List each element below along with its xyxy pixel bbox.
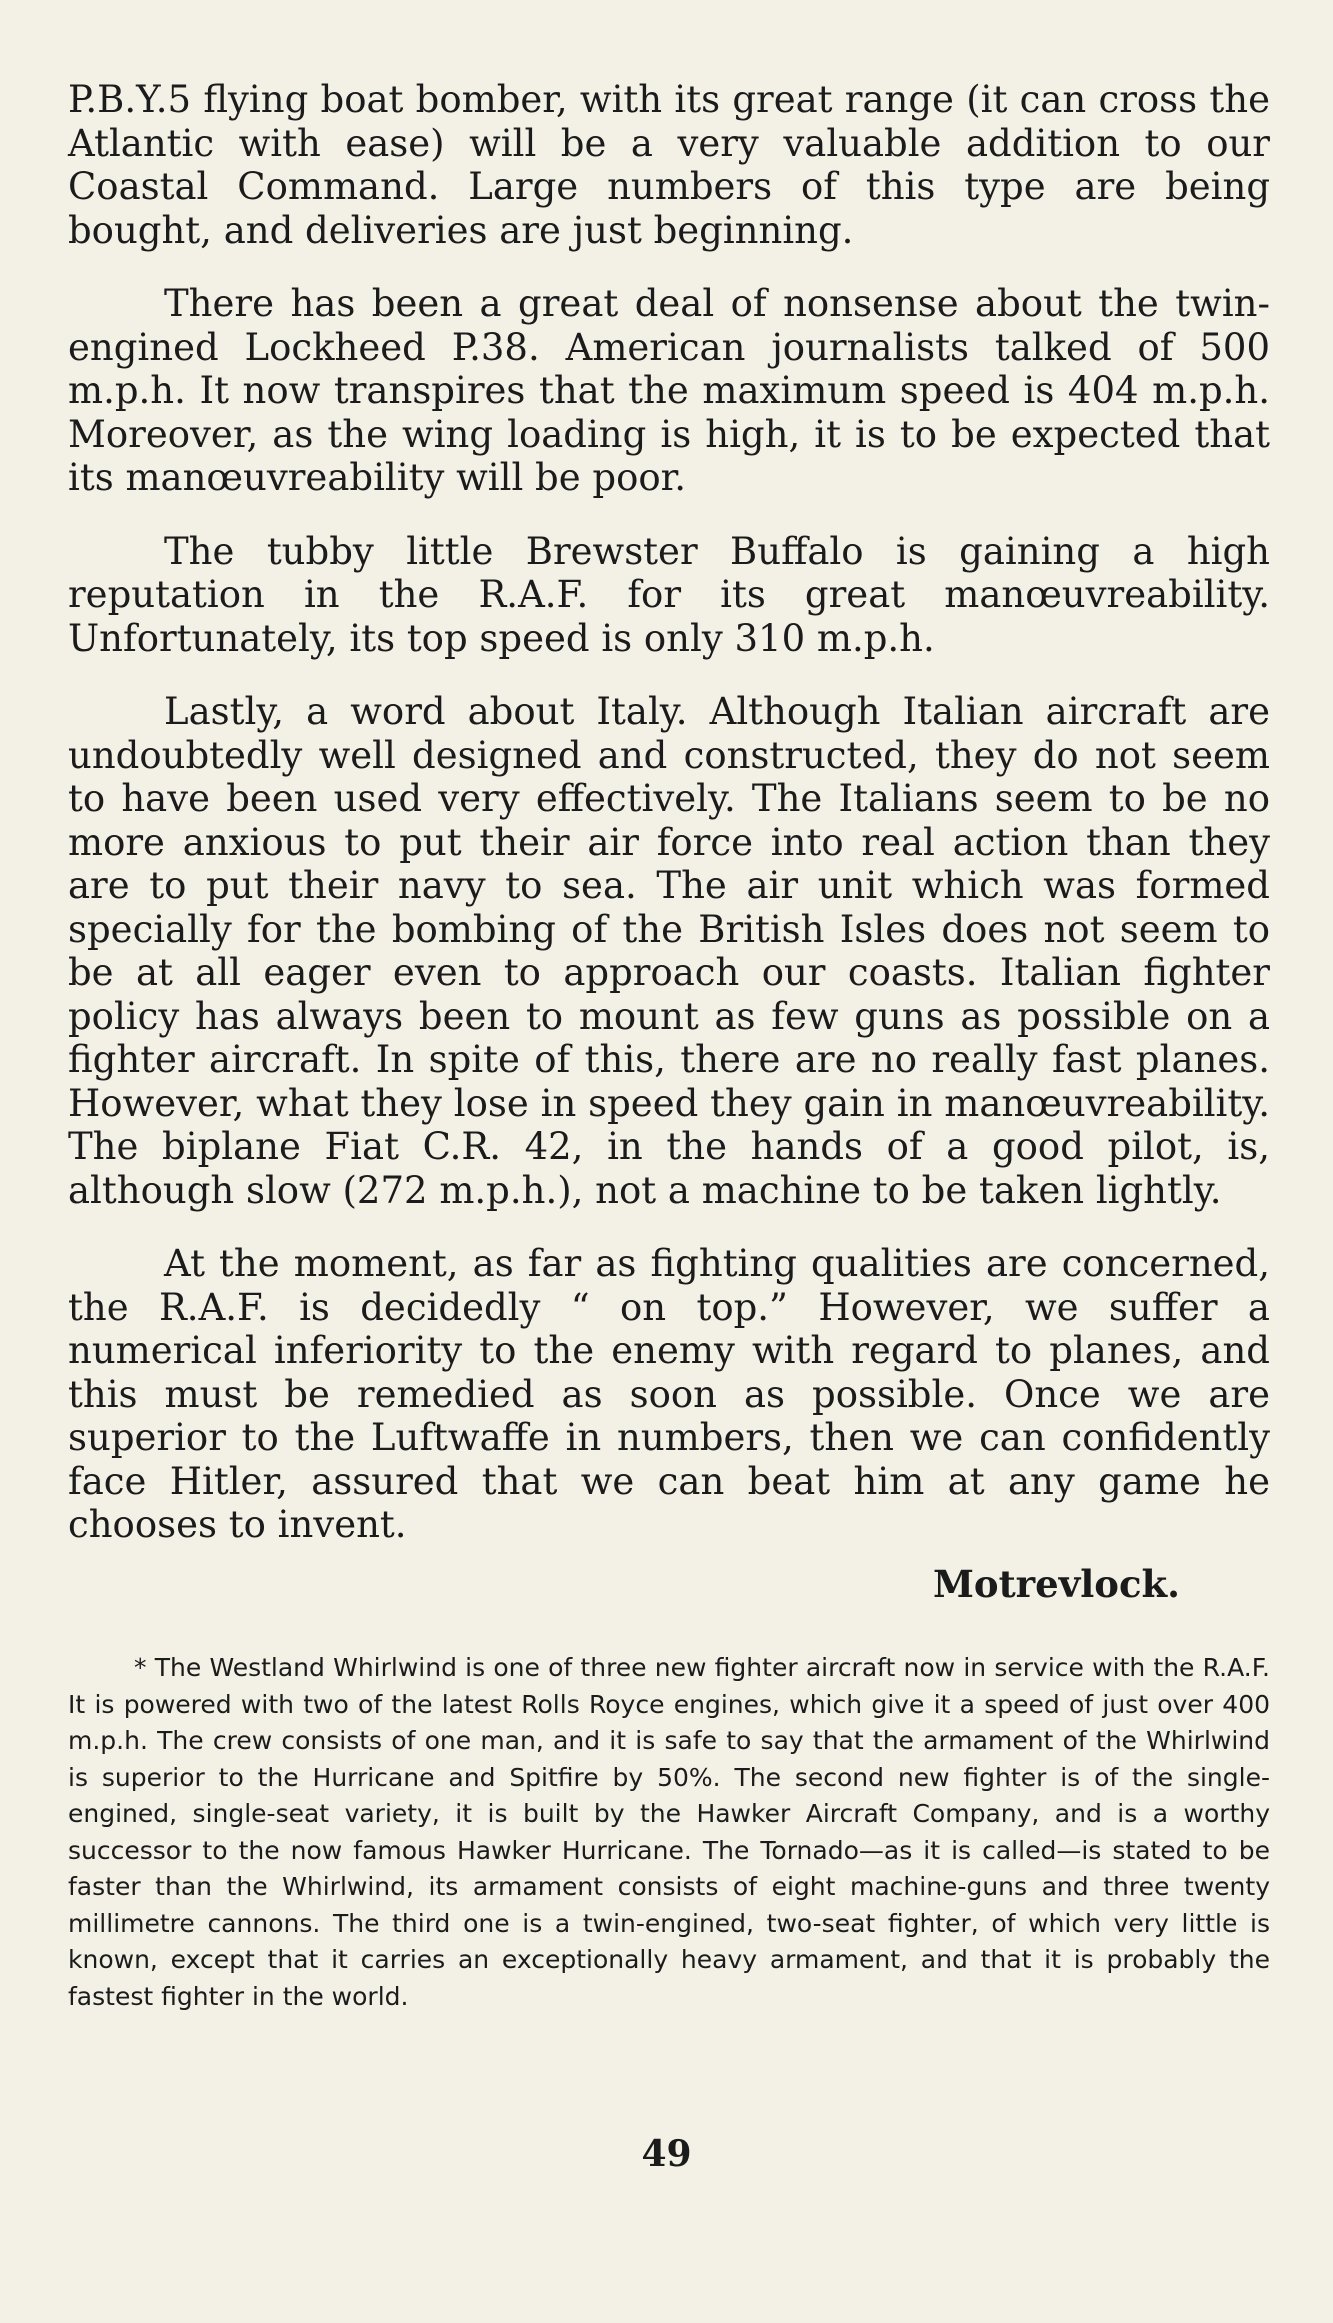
page-content [68, 78, 1270, 2015]
author-signature: Motrevlock. [932, 1561, 1180, 1606]
page-number: 49 [641, 2133, 692, 2175]
paragraph-pby5: P.B.Y.5 flying boat bomber, with its great range (it can cross the Atlantic with ease) will be a very valuable addition to our Coastal Command. Large numbers of this type are being bought, and deliveries are just beginning. [68, 78, 1270, 252]
footnote: * The Westland Whirlwind is one of three new fighter aircraft now in service with the R.A.F. It is powered with two of the latest Rolls Royce engines, which give it a speed of just over 400 m.p.h. The crew consists of one man, and it is safe to say that the armament of the Whirlwind is superior to the Hurricane and Spitfire by 50%. The second new fighter is of the single-engined, single-seat variety, it is built by the Hawker Aircraft Company, and is a worthy successor to the now famous Hawker Hurricane. The Tornado—as it is called—is stated to be faster than the Whirlwind, its armament consists of eight machine-guns and three twenty millimetre cannons. The third one is a twin-engined, two-seat fighter, of which very little is known, except that it carries an exceptionally heavy armament, and that it is probably the fastest fighter in the world. [68, 1653, 1270, 2011]
paragraph-brewster: The tubby little Brewster Buffalo is gaining a high reputation in the R.A.F. for its great manœuvreability. Unfortunately, its top speed is only 310 m.p.h. [68, 529, 1270, 660]
paragraph-lockheed: There has been a great deal of nonsense about the twin-engined Lockheed P.38. American journalists talked of 500 m.p.h. It now transpires that the maximum speed is 404 m.p.h. Moreover, as the wing loading is high, it is to be expected that its manœuvreability will be poor. [68, 282, 1270, 499]
paragraph-italy: Lastly, a word about Italy. Although Italian aircraft are undoubtedly well designed and constructed, they do not seem to have been used very effectively. The Italians seem to be no more anxious to put their air force into real action than they are to put their navy to sea. The air unit which was formed specially for the bombing of the British Isles does not seem to be at all eager even to approach our coasts. Italian fighter policy has always been to mount as few guns as possible on a fighter aircraft. In spite of this, there are no really fast planes. However, what they lose in speed they gain in manœuvreability. The biplane Fiat C.R. 42, in the hands of a good pilot, is, although slow (272 m.p.h.), not a machine to be taken lightly. [68, 690, 1270, 1212]
paragraph-conclusion: At the moment, as far as fighting qualities are concerned, the R.A.F. is decidedly “ on top.” However, we suffer a numerical inferiority to the enemy with regard to planes, and this must be remedied as soon as possible. Once we are superior to the Luftwaffe in numbers, then we can confidently face Hitler, assured that we can beat him at any game he chooses to invent. [68, 1242, 1270, 1546]
